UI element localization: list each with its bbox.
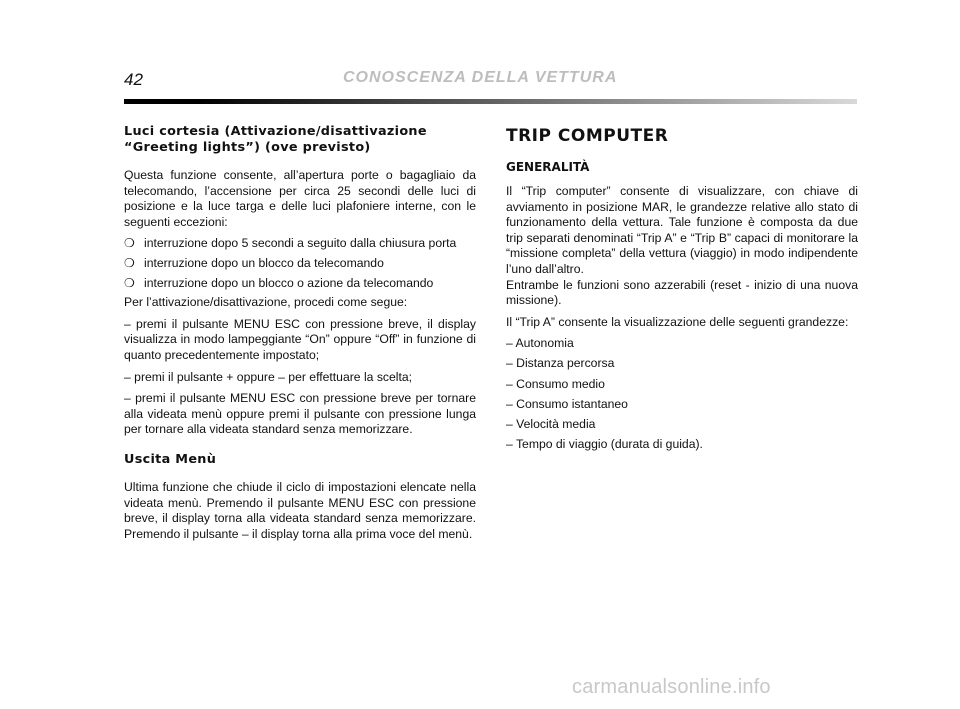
list-item xyxy=(124,256,476,272)
exception-list xyxy=(124,236,476,291)
list-item: – Autonomia xyxy=(506,336,574,351)
trip-paragraph-1: Il “Trip computer” consente di visualizzare, con chiave di avviamento in posizione MAR, le grandezze relative allo stato di funzionamento della vettura. Tale funzione è composta da due trip separati denominati “Trip A” e “Trip B” capaci di monitorare la “missione completa” della vettura (viaggio) in modo indipendente l’uno dall’altro. xyxy=(506,184,858,276)
list-item: – Consumo istantaneo xyxy=(506,396,628,411)
list-item: – Velocità media xyxy=(506,416,596,431)
procedure-step: – premi il pulsante MENU ESC con pressione breve per tornare alla videata menù oppure premi il pulsante con pressione lunga per tornare alla videata standard senza memorizzare. xyxy=(124,391,476,437)
trip-paragraph-3: Il “Trip A” consente la visualizzazione delle seguenti grandezze: xyxy=(506,314,849,329)
list-item-text: interruzione dopo un blocco da telecomando xyxy=(144,255,384,270)
hollow-circle-icon: ❍ xyxy=(124,275,135,290)
right-column xyxy=(506,124,858,457)
greeting-lights-intro: Questa funzione consente, all’apertura porte o bagagliaio da telecomando, l’accensione per circa 25 secondi delle luci di posizione e la luce targa e delle luci plafoniere interne, con le seguenti eccezioni: xyxy=(124,168,476,229)
hollow-circle-icon: ❍ xyxy=(124,255,135,270)
generalita-heading: GENERALITÀ xyxy=(506,160,590,174)
list-item-text: interruzione dopo 5 secondi a seguito dalla chiusura porta xyxy=(144,236,457,251)
list-item: – Distanza percorsa xyxy=(506,356,615,371)
list-item: – Consumo medio xyxy=(506,376,605,391)
list-item xyxy=(124,276,476,292)
procedure-step: – premi il pulsante + oppure – per effettuare la scelta; xyxy=(124,369,413,384)
exit-menu-text: Ultima funzione che chiude il ciclo di impostazioni elencate nella videata menù. Premendo il pulsante MENU ESC con pressione breve, il display torna alla videata standard senza memorizzare. Premendo il pulsante – il display torna alla prima voce del menù. xyxy=(124,479,476,541)
trip-computer-title: TRIP COMPUTER xyxy=(506,126,669,146)
trip-paragraph-2: Entrambe le funzioni sono azzerabili (reset - inizio di una nuova missione). xyxy=(506,277,858,308)
left-column xyxy=(124,124,476,548)
header-rule xyxy=(124,99,857,104)
section-title: CONOSCENZA DELLA VETTURA xyxy=(343,69,618,86)
procedure-step: – premi il pulsante MENU ESC con pressione breve, il display visualizza in modo lampeggiante “On” oppure “Off” in funzione di quanto precedentemente impostato; xyxy=(124,316,476,362)
greeting-lights-heading: Luci cortesia (Attivazione/disattivazione “Greeting lights”) (ove previsto) xyxy=(124,124,427,155)
exit-menu-heading: Uscita Menù xyxy=(124,451,217,467)
hollow-circle-icon: ❍ xyxy=(124,236,135,251)
list-item: – Tempo di viaggio (durata di guida). xyxy=(506,436,703,451)
procedure-intro: Per l’attivazione/disattivazione, procedi come segue: xyxy=(124,295,408,310)
watermark: carmanualsonline.info xyxy=(572,676,771,698)
list-item-text: interruzione dopo un blocco o azione da telecomando xyxy=(144,275,434,290)
page-number: 42 xyxy=(124,70,143,89)
trip-a-values-list xyxy=(506,336,858,452)
list-item xyxy=(124,236,476,252)
